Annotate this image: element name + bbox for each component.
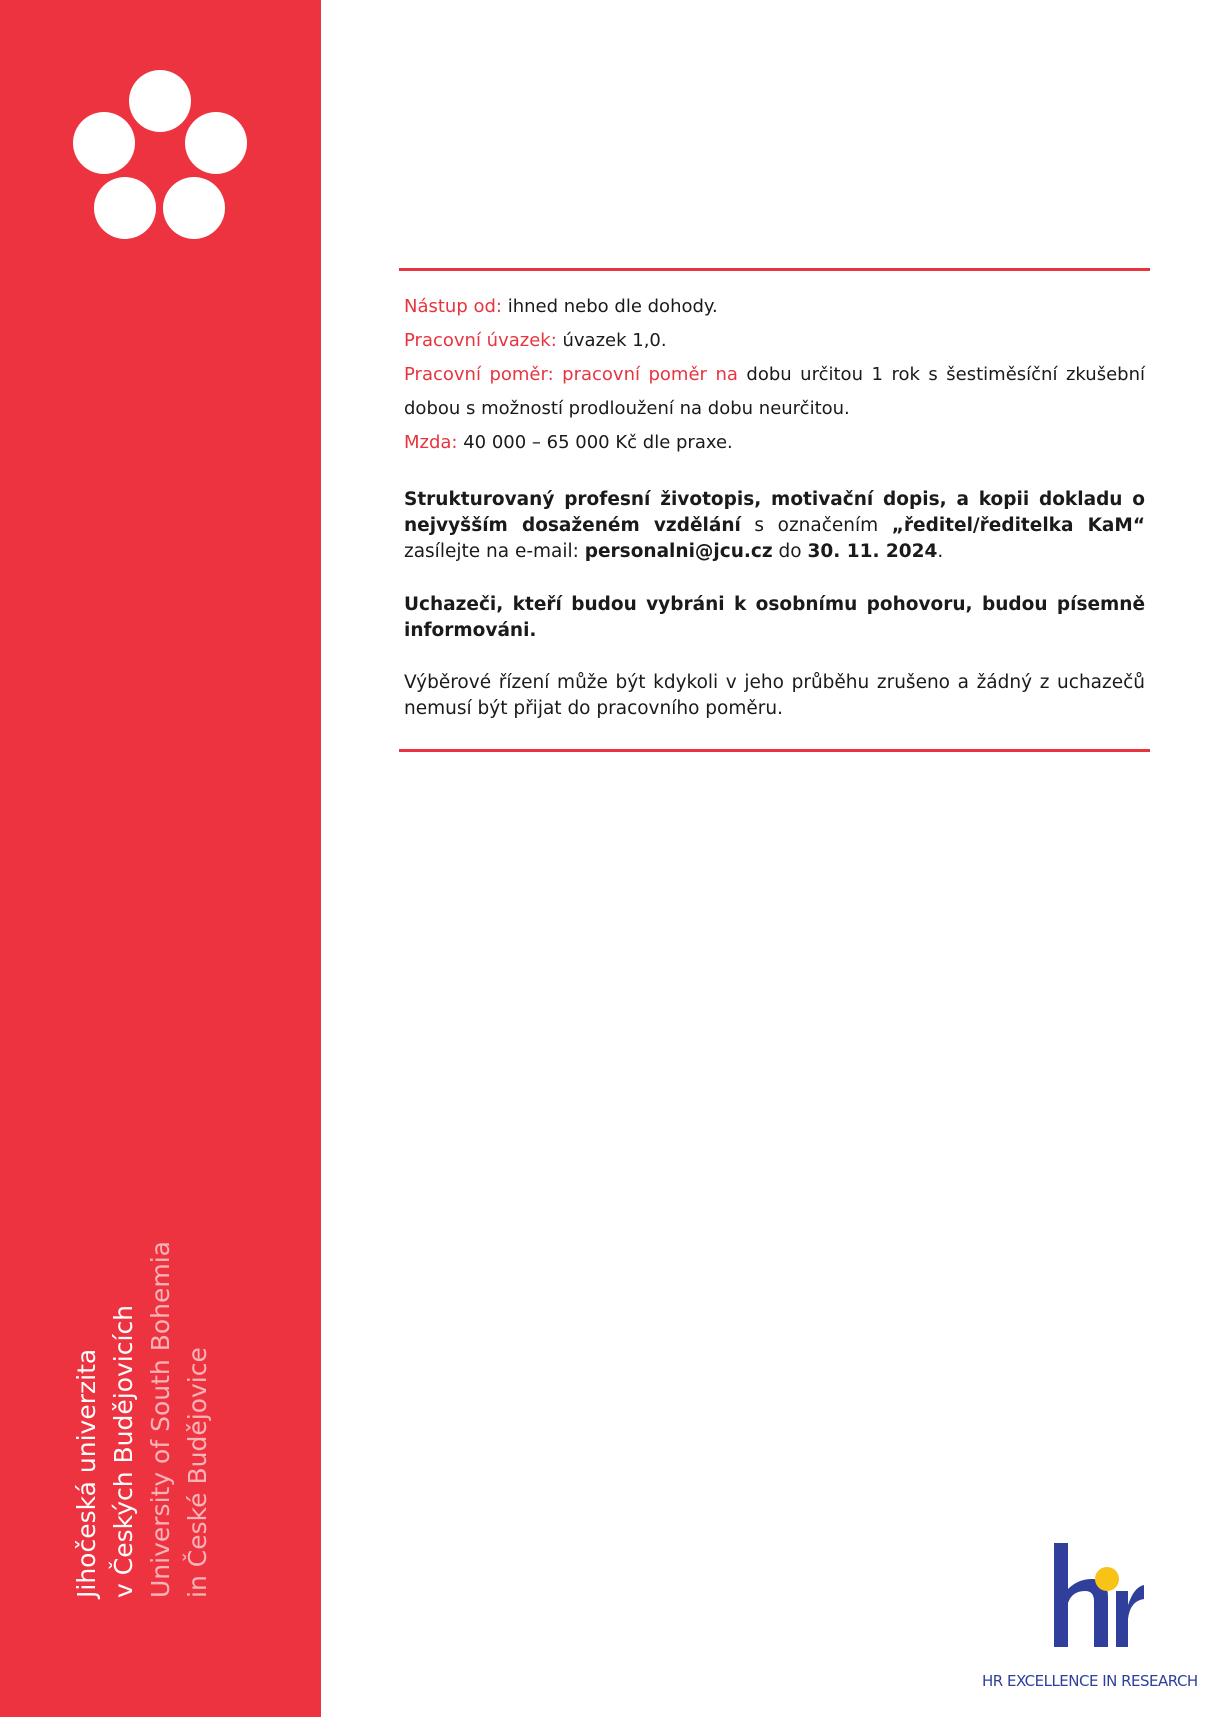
hr-excellence-logo [1052,1543,1144,1649]
university-name-cz-line1: Jihočeská univerzita [72,1348,101,1598]
university-name-en-line1: University of South Bohemia [146,1241,175,1598]
workload-line [404,324,1145,358]
mark-value: „ředitel/ředitelka KaM“ [891,515,1145,536]
contract-label: Pracovní poměr: pracovní poměr na [404,364,738,385]
start-date-label: Nástup od: [404,296,502,317]
deadline-date: 30. 11. 2024 [807,541,938,562]
salary-line [404,426,1145,460]
disclaimer: Výběrové řízení může být kdykoli v jeho průběhu zrušeno a žádný z uchazečů nemusí být přijat do pracovního poměru. [404,672,1145,719]
end-text: . [937,541,944,562]
send-text: zasílejte na e-mail: [404,541,585,562]
until-text: do [772,541,808,562]
interview-notice: Uchazeči, kteří budou vybráni k osobnímu pohovoru, budou písemně informováni. [404,594,1145,641]
job-terms [404,290,1145,460]
start-date-line [404,290,1145,324]
top-divider [399,268,1150,271]
contract-value: dobu určitou 1 rok s šestiměsíční zkušební dobou s možností prodloužení na dobu neurčitou. [404,364,1145,419]
bottom-divider [399,749,1150,752]
application-instructions [404,487,1145,565]
logo-dot-bottom-left [94,177,156,239]
contract-line [404,358,1145,426]
start-date-value: ihned nebo dle dohody. [502,296,718,317]
logo-dot-left [73,112,135,174]
logo-dot-bottom-right [163,177,225,239]
workload-label: Pracovní úvazek: [404,330,557,351]
workload-value: úvazek 1,0. [556,330,667,351]
university-name-en-line2: in České Budějovice [183,1347,212,1598]
university-name-cz-line2: v Českých Budějovicích [109,1304,138,1598]
mark-text: s označením [740,515,892,536]
university-sidebar [0,0,321,1717]
email-link[interactable]: personalni@jcu.cz [584,541,773,562]
salary-label: Mzda: [404,432,458,453]
logo-dot-right [185,112,247,174]
required-documents: Strukturovaný profesní životopis, motivační dopis, a kopii dokladu o nejvyšším dosaženém vzdělání [404,489,1145,536]
salary-value: 40 000 – 65 000 Kč dle praxe. [457,432,733,453]
logo-dot-top [129,70,191,132]
hr-excellence-text: HR EXCELLENCE IN RESEARCH [982,1672,1198,1690]
university-name [68,1178,216,1598]
